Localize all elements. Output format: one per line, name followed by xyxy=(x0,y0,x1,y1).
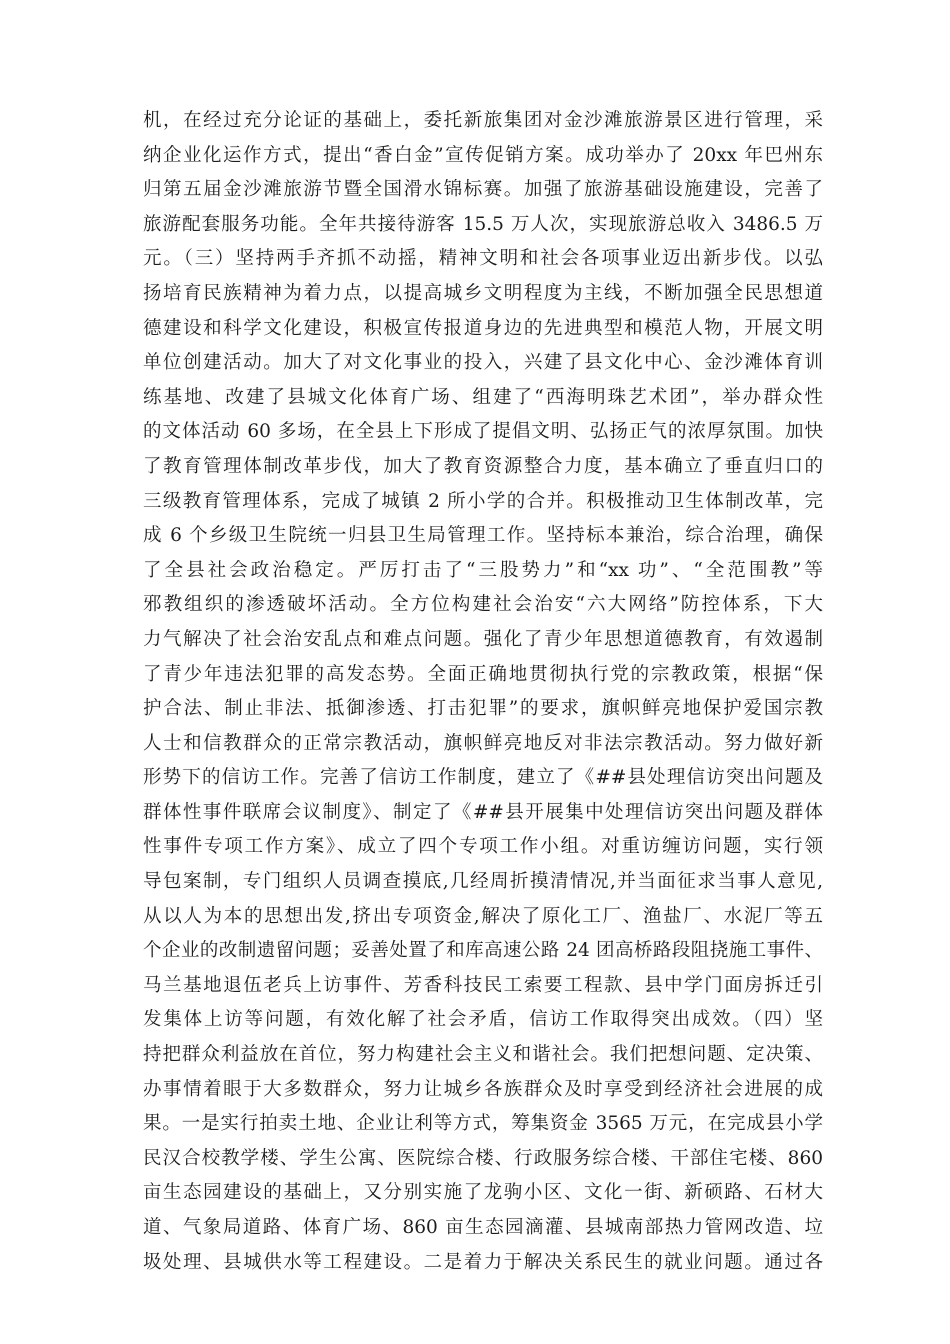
text-line: 人士和信教群众的正常宗教活动，旗帜鲜亮地反对非法宗教活动。努力做好新 xyxy=(143,732,823,754)
text-line: 纳企业化运作方式，提出“香白金”宣传促销方案。成功举办了 20xx 年巴州东 xyxy=(143,144,823,166)
text-line: 元。（三）坚持两手齐抓不动摇，精神文明和社会各项事业迈出新步伐。以弘 xyxy=(143,248,823,270)
text-line: 圾处理、县城供水等工程建设。二是着力于解决关系民生的就业问题。通过各 xyxy=(143,1251,823,1273)
text-line: 三级教育管理体系，完成了城镇 2 所小学的合并。积极推动卫生体制改革，完 xyxy=(143,490,823,512)
text-line: 发集体上访等问题，有效化解了社会矛盾，信访工作取得突出成效。（四）坚 xyxy=(143,1009,823,1031)
text-line: 德建设和科学文化建设，积极宣传报道身边的先进典型和模范人物，开展文明 xyxy=(143,317,823,339)
text-line: 性事件专项工作方案》、成立了四个专项工作小组。对重访缠访问题，实行领 xyxy=(143,836,823,858)
text-line: 群体性事件联席会议制度》、制定了《##县开展集中处理信访突出问题及群体 xyxy=(143,801,823,823)
text-line: 的文体活动 60 多场，在全县上下形成了提倡文明、弘扬正气的浓厚氛围。加快 xyxy=(143,421,823,443)
text-line: 个企业的改制遗留问题；妥善处置了和库高速公路 24 团高桥路段阻挠施工事件、 xyxy=(143,940,823,962)
text-line: 成 6 个乡级卫生院统一归县卫生局管理工作。坚持标本兼治，综合治理，确保 xyxy=(143,525,823,547)
text-line: 了青少年违法犯罪的高发态势。全面正确地贯彻执行党的宗教政策，根据“保 xyxy=(143,663,823,685)
text-line: 马兰基地退伍老兵上访事件、芳香科技民工索要工程款、县中学门面房拆迁引 xyxy=(143,974,823,996)
text-line: 民汉合校教学楼、学生公寓、医院综合楼、行政服务综合楼、干部住宅楼、860 xyxy=(143,1147,823,1169)
text-line: 果。一是实行拍卖土地、企业让利等方式，筹集资金 3565 万元，在完成县小学 xyxy=(143,1113,823,1135)
text-line: 单位创建活动。加大了对文化事业的投入，兴建了县文化中心、金沙滩体育训 xyxy=(143,352,823,374)
text-line: 力气解决了社会治安乱点和难点问题。强化了青少年思想道德教育，有效遏制 xyxy=(143,628,823,650)
text-line: 亩生态园建设的基础上，又分别实施了龙驹小区、文化一街、新硕路、石材大 xyxy=(143,1182,823,1204)
text-line: 了教育管理体制改革步伐，加大了教育资源整合力度，基本确立了垂直归口的 xyxy=(143,455,823,477)
text-line: 邪教组织的渗透破坏活动。全方位构建社会治安“六大网络”防控体系，下大 xyxy=(143,594,823,616)
text-line: 机，在经过充分论证的基础上，委托新旅集团对金沙滩旅游景区进行管理，采 xyxy=(143,110,823,131)
text-line: 了全县社会政治稳定。严厉打击了“三股势力”和“xx 功”、“全范围教”等 xyxy=(143,559,823,581)
text-line: 形势下的信访工作。完善了信访工作制度，建立了《##县处理信访突出问题及 xyxy=(143,767,823,789)
body-text xyxy=(143,104,823,1280)
text-line: 持把群众利益放在首位，努力构建社会主义和谐社会。我们把想问题、定决策、 xyxy=(143,1044,823,1066)
text-line: 旅游配套服务功能。全年共接待游客 15.5 万人次，实现旅游总收入 3486.5 万 xyxy=(143,213,823,235)
text-line: 导包案制，专门组织人员调查摸底,几经周折摸清情况,并当面征求当事人意见, xyxy=(143,871,823,893)
text-line: 护合法、制止非法、抵御渗透、打击犯罪”的要求，旗帜鲜亮地保护爱国宗教 xyxy=(143,698,823,720)
text-line: 办事情着眼于大多数群众，努力让城乡各族群众及时享受到经济社会进展的成 xyxy=(143,1078,823,1100)
text-line: 从以人为本的思想出发,挤出专项资金,解决了原化工厂、渔盐厂、水泥厂等五 xyxy=(143,905,823,927)
text-line: 扬培育民族精神为着力点，以提高城乡文明程度为主线，不断加强全民思想道 xyxy=(143,282,823,304)
text-line: 道、气象局道路、体育广场、860 亩生态园滴灌、县城南部热力管网改造、垃 xyxy=(143,1217,823,1238)
text-line: 练基地、改建了县城文化体育广场、组建了“西海明珠艺术团”，举办群众性 xyxy=(143,386,823,408)
text-line: 归第五届金沙滩旅游节暨全国滑水锦标赛。加强了旅游基础设施建设，完善了 xyxy=(143,179,823,201)
